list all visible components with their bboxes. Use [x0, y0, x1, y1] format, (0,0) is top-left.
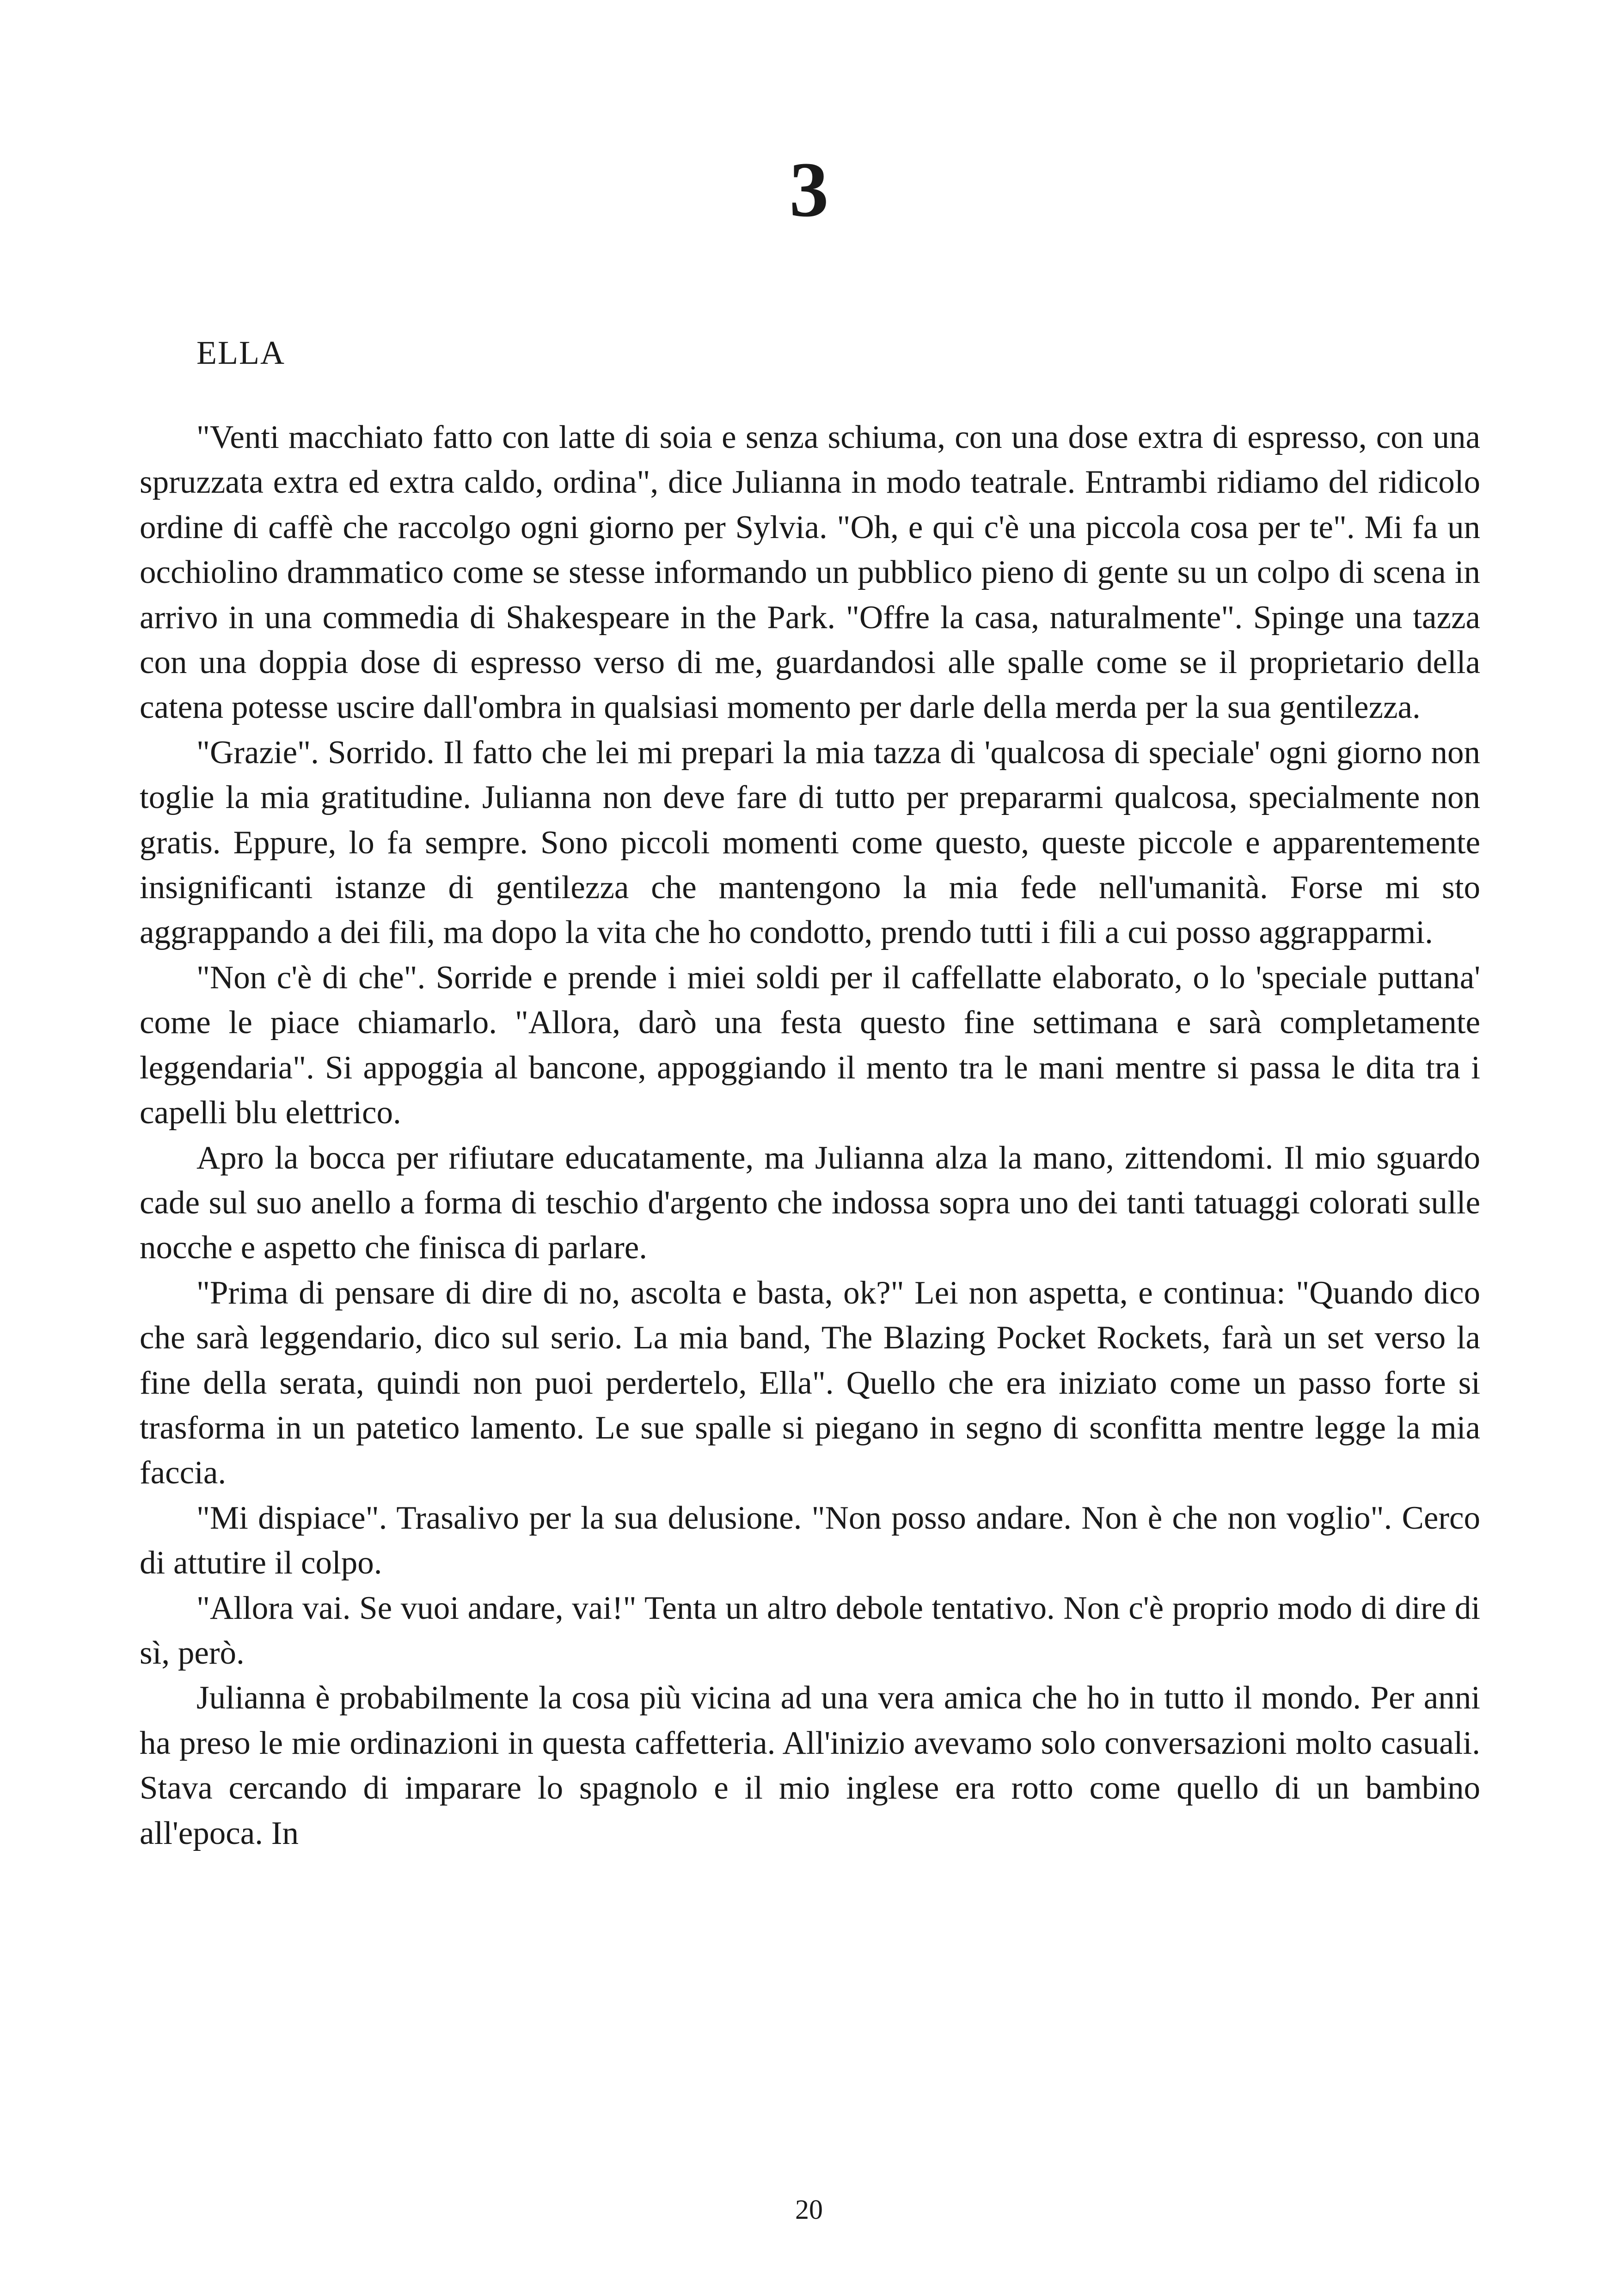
chapter-body: [140, 415, 1480, 1856]
paragraph: "Venti macchiato fatto con latte di soia e senza schiuma, con una dose extra di espresso, con una spruzzata extra ed extra caldo, ordina", dice Julianna in modo teatrale. Entrambi ridiamo del ridicolo ordine di caffè che raccolgo ogni giorno per Sylvia. "Oh, e qui c'è una piccola cosa per te". Mi fa un occhiolino drammatico come se stesse informando un pubblico pieno di gente su un colpo di scena in arrivo in una commedia di Shakespeare in the Park. "Offre la casa, naturalmente". Spinge una tazza con una doppia dose di espresso verso di me, guardandosi alle spalle come se il proprietario della catena potesse uscire dall'ombra in qualsiasi momento per darle della merda per la sua gentilezza.: [140, 419, 1480, 726]
chapter-character-heading: ELLA: [196, 334, 285, 371]
paragraph: "Non c'è di che". Sorride e prende i miei soldi per il caffellatte elaborato, o lo 'speciale puttana' come le piace chiamarlo. "Allora, darò una festa questo fine settimana e sarà completamente leggendaria". Si appoggia al bancone, appoggiando il mento tra le mani mentre si passa le dita tra i capelli blu elettrico.: [140, 959, 1480, 1131]
paragraph: "Allora vai. Se vuoi andare, vai!" Tenta un altro debole tentativo. Non c'è proprio modo di dire di sì, però.: [140, 1590, 1480, 1671]
paragraph: "Grazie". Sorrido. Il fatto che lei mi prepari la mia tazza di 'qualcosa di speciale' ogni giorno non toglie la mia gratitudine. Julianna non deve fare di tutto per prepararmi qualcosa, specialmente non gratis. Eppure, lo fa sempre. Sono piccoli momenti come questo, queste piccole e apparentemente insignificanti istanze di gentilezza che mantengono la mia fede nell'umanità. Forse mi sto aggrappando a dei fili, ma dopo la vita che ho condotto, prendo tutti i fili a cui posso aggrapparmi.: [140, 734, 1480, 951]
paragraph: "Prima di pensare di dire di no, ascolta e basta, ok?" Lei non aspetta, e continua: "Quando dico che sarà leggendario, dico sul serio. La mia band, The Blazing Pocket Rockets, farà un set verso la fine della serata, quindi non puoi perdertelo, Ella". Quello che era iniziato come un passo forte si trasforma in un patetico lamento. Le sue spalle si piegano in segno di sconfitta mentre legge la mia faccia.: [140, 1274, 1480, 1491]
page-number: 20: [795, 2194, 823, 2225]
chapter-number: 3: [789, 146, 829, 233]
paragraph: Julianna è probabilmente la cosa più vicina ad una vera amica che ho in tutto il mondo. Per anni ha preso le mie ordinazioni in questa caffetteria. All'inizio avevamo solo conversazioni molto casuali. Stava cercando di imparare lo spagnolo e il mio inglese era rotto come quello di un bambino all'epoca. In: [140, 1680, 1480, 1851]
paragraph: Apro la bocca per rifiutare educatamente, ma Julianna alza la mano, zittendomi. Il mio sguardo cade sul suo anello a forma di teschio d'argento che indossa sopra uno dei tanti tatuaggi colorati sulle nocche e aspetto che finisca di parlare.: [140, 1139, 1480, 1266]
paragraph: "Mi dispiace". Trasalivo per la sua delusione. "Non posso andare. Non è che non voglio". Cerco di attutire il colpo.: [140, 1500, 1480, 1581]
